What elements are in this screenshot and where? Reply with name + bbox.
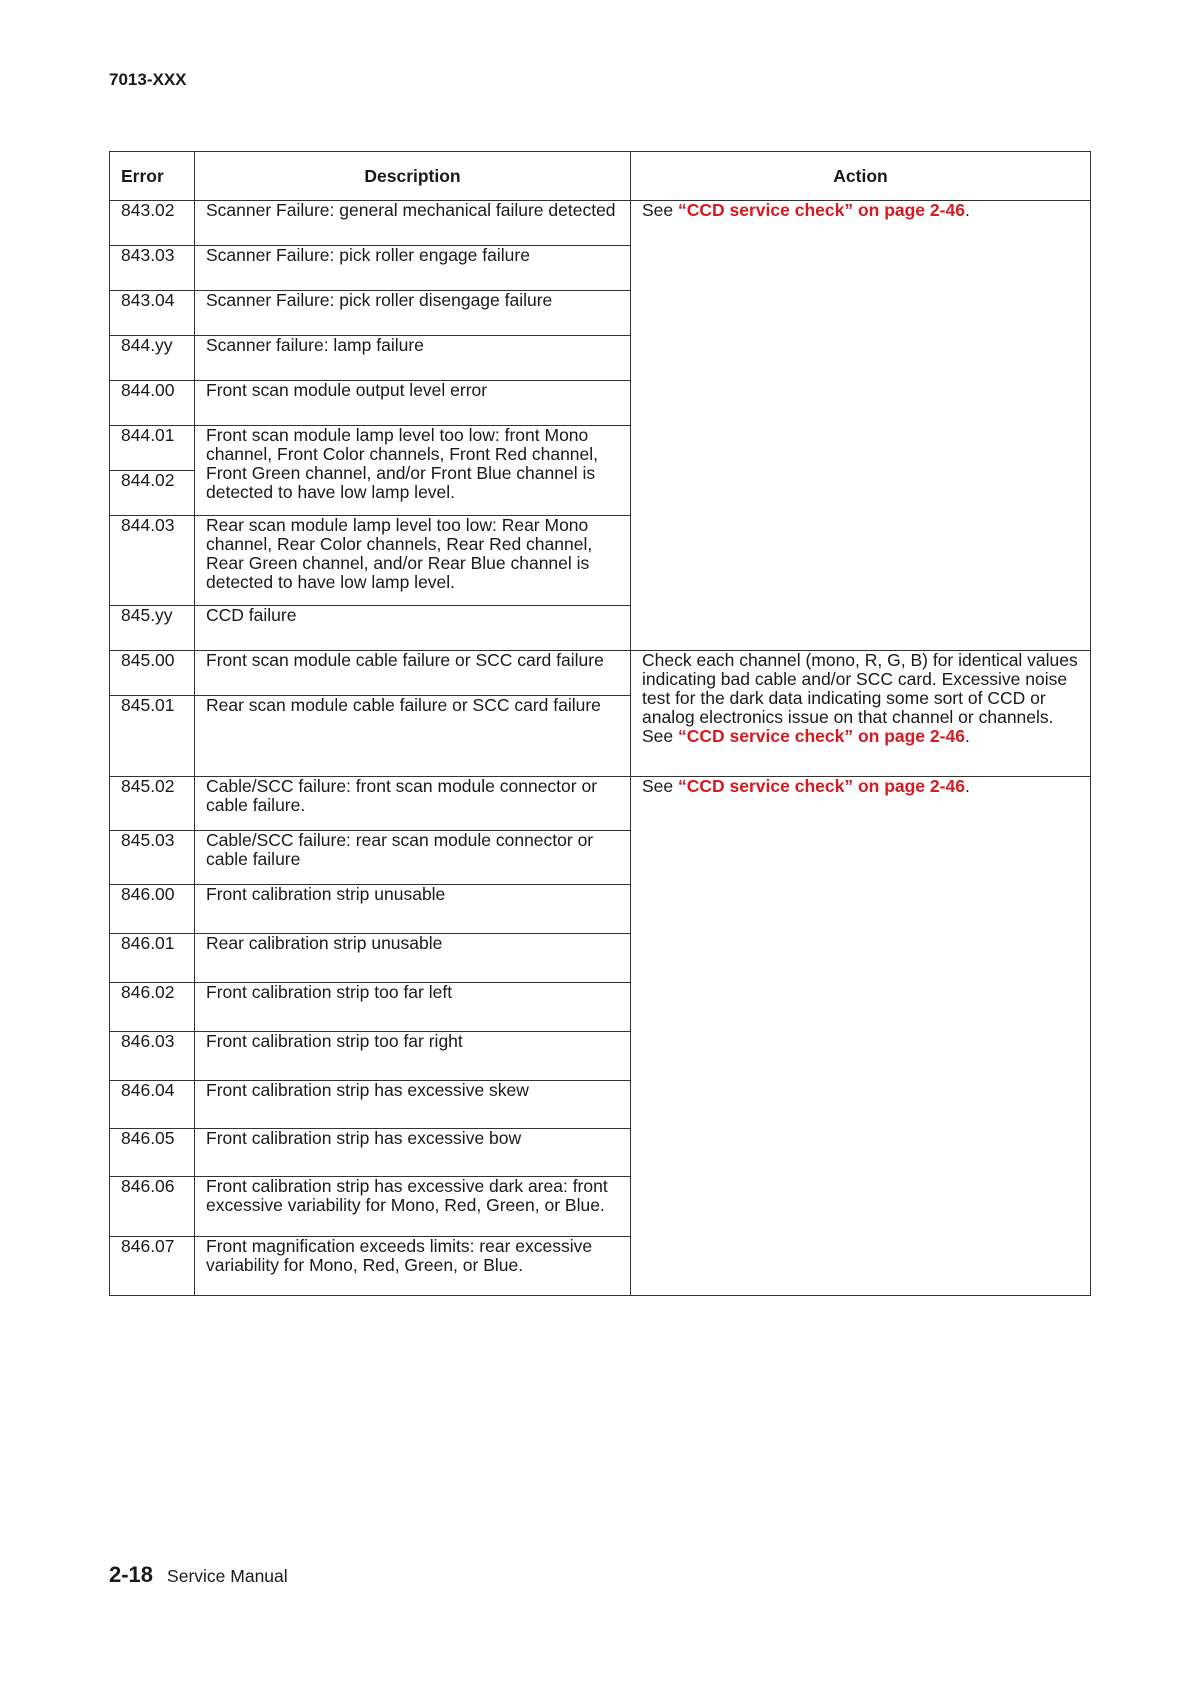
error-description: Front scan module cable failure or SCC card failure <box>195 651 631 696</box>
error-description: Front magnification exceeds limits: rear excessive variability for Mono, Red, Green, or Blue. <box>195 1237 631 1296</box>
error-description: Scanner Failure: pick roller engage failure <box>195 246 631 291</box>
error-code: 846.02 <box>110 983 195 1032</box>
error-description: CCD failure <box>195 606 631 651</box>
error-description: Front calibration strip too far right <box>195 1032 631 1081</box>
action-cell <box>631 651 1091 777</box>
error-code-table <box>109 151 1091 1296</box>
action-text: See <box>642 776 678 796</box>
error-code: 844.02 <box>110 471 195 516</box>
ccd-service-check-link[interactable]: “CCD service check” on page 2-46 <box>678 726 965 746</box>
error-code: 846.03 <box>110 1032 195 1081</box>
error-code: 843.04 <box>110 291 195 336</box>
action-text: . <box>964 776 970 796</box>
table-header-row <box>110 152 1091 201</box>
error-code: 845.02 <box>110 777 195 831</box>
column-header-action: Action <box>631 152 1091 201</box>
ccd-service-check-link[interactable]: “CCD service check” on page 2-46 <box>678 200 965 220</box>
table-row <box>110 777 1091 831</box>
error-code: 846.06 <box>110 1177 195 1237</box>
document-id: 7013-XXX <box>109 70 187 89</box>
error-code: 846.04 <box>110 1081 195 1129</box>
action-text: See <box>642 200 678 220</box>
table-row <box>110 651 1091 696</box>
action-text: . <box>964 200 970 220</box>
error-code: 843.02 <box>110 201 195 246</box>
column-header-description: Description <box>195 152 631 201</box>
error-code: 845.yy <box>110 606 195 651</box>
error-description: Rear calibration strip unusable <box>195 934 631 983</box>
error-code: 844.yy <box>110 336 195 381</box>
error-description: Rear scan module lamp level too low: Rear Mono channel, Rear Color channels, Rear Red channel, Rear Green channel, and/or Rear Blue channel is detected to have low lamp level. <box>195 516 631 606</box>
page-footer <box>109 1562 288 1588</box>
error-code: 846.01 <box>110 934 195 983</box>
error-description: Front scan module output level error <box>195 381 631 426</box>
error-description: Front scan module lamp level too low: front Mono channel, Front Color channels, Front Red channel, Front Green channel, and/or Front Blue channel is detected to have low lamp level. <box>195 426 631 516</box>
error-code: 846.00 <box>110 885 195 934</box>
action-cell <box>631 777 1091 1296</box>
manual-title: Service Manual <box>167 1566 288 1586</box>
error-description: Scanner failure: lamp failure <box>195 336 631 381</box>
error-code: 845.03 <box>110 831 195 885</box>
error-description: Rear scan module cable failure or SCC card failure <box>195 696 631 777</box>
action-text: Check each channel (mono, R, G, B) for identical values indicating bad cable and/or SCC card. Excessive noise test for the dark data indicating some sort of CCD or analog electronics issue on that channel or channels. See <box>642 650 1078 746</box>
error-code: 844.00 <box>110 381 195 426</box>
error-code: 846.05 <box>110 1129 195 1177</box>
error-code: 844.01 <box>110 426 195 471</box>
error-code: 843.03 <box>110 246 195 291</box>
error-description: Cable/SCC failure: rear scan module connector or cable failure <box>195 831 631 885</box>
error-description: Front calibration strip unusable <box>195 885 631 934</box>
ccd-service-check-link[interactable]: “CCD service check” on page 2-46 <box>678 776 965 796</box>
action-cell <box>631 201 1091 651</box>
error-description: Front calibration strip has excessive dark area: front excessive variability for Mono, Red, Green, or Blue. <box>195 1177 631 1237</box>
error-description: Cable/SCC failure: front scan module connector or cable failure. <box>195 777 631 831</box>
error-description: Scanner Failure: pick roller disengage failure <box>195 291 631 336</box>
error-description: Scanner Failure: general mechanical failure detected <box>195 201 631 246</box>
page-number: 2-18 <box>109 1562 154 1587</box>
error-description: Front calibration strip has excessive skew <box>195 1081 631 1129</box>
action-text: . <box>964 726 970 746</box>
error-description: Front calibration strip has excessive bow <box>195 1129 631 1177</box>
column-header-error: Error <box>110 152 195 201</box>
error-code: 845.00 <box>110 651 195 696</box>
error-code: 845.01 <box>110 696 195 777</box>
error-code: 844.03 <box>110 516 195 606</box>
error-description: Front calibration strip too far left <box>195 983 631 1032</box>
error-code: 846.07 <box>110 1237 195 1296</box>
table-row <box>110 201 1091 246</box>
